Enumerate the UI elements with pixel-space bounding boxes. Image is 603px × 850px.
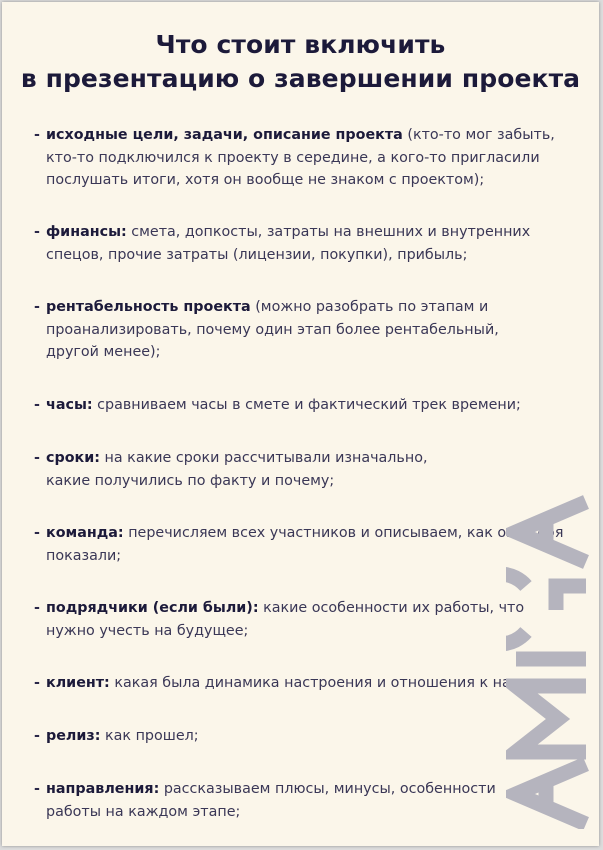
amiga-logo-watermark (506, 434, 596, 829)
item-text: сравниваем часы в смете и фактический трек времени; (92, 397, 521, 413)
list-item-release (34, 725, 574, 748)
list-bullet: - (34, 675, 40, 691)
list-item-client (34, 672, 574, 695)
list-bullet: - (34, 299, 40, 315)
item-label: сроки: (46, 450, 100, 466)
item-text: смета, допкосты, затраты на внешних и внутренних спецов, прочие затраты (лицензии, покупки), прибыль; (46, 224, 531, 263)
item-label: финансы: (46, 224, 127, 240)
list-item-finance (34, 221, 574, 266)
item-label: подрядчики (если были): (46, 600, 259, 616)
logo-letter-g (506, 574, 586, 644)
list-bullet: - (34, 525, 40, 541)
item-text: (кто-то мог забыть, кто-то подключился к проекту в середине, а кого-то пригласили послушать итоги, хотя он вообще не знаком с проектом); (46, 127, 555, 188)
item-text: рассказываем плюсы, минусы, особенности работы на каждом этапе; (46, 781, 496, 820)
list-bullet: - (34, 728, 40, 744)
item-label: команда: (46, 525, 124, 541)
list-item-deadlines (34, 447, 574, 492)
list-item-team (34, 522, 574, 567)
list-bullet: - (34, 781, 40, 797)
list-bullet: - (34, 600, 40, 616)
item-label: направления: (46, 781, 160, 797)
list-item-directions (34, 778, 574, 823)
title-line-2: в презентацию о завершении проекта (20, 64, 581, 93)
item-text: на какие сроки рассчитывали изначально, какие получились по факту и почему; (46, 450, 428, 489)
item-text: перечисляем всех участников и описываем, как они себя показали; (46, 525, 564, 564)
item-text: какие особенности их работы, что нужно учесть на будущее; (46, 600, 525, 639)
item-label: исходные цели, задачи, описание проекта (46, 127, 403, 143)
logo-letter-m (516, 686, 586, 752)
item-label: клиент: (46, 675, 110, 691)
page-title (2, 28, 599, 96)
list-item-goals (34, 124, 574, 192)
item-label: часы: (46, 397, 93, 413)
title-line-1: Что стоит включить (155, 30, 446, 59)
document-page (2, 2, 599, 846)
item-label: релиз: (46, 728, 101, 744)
item-text: какая была динамика настроения и отношения к нам; (109, 675, 527, 691)
list-bullet: - (34, 224, 40, 240)
list-item-hours (34, 394, 574, 417)
list-item-contractors (34, 597, 574, 642)
item-label: рентабельность проекта (46, 299, 251, 315)
item-text: (можно разобрать по этапам и проанализировать, почему один этап более рентабельный, другой менее); (46, 299, 499, 360)
list-bullet: - (34, 127, 40, 143)
item-text: как прошел; (100, 728, 199, 744)
list-item-profitability (34, 296, 574, 364)
list-bullet: - (34, 397, 40, 413)
list-bullet: - (34, 450, 40, 466)
